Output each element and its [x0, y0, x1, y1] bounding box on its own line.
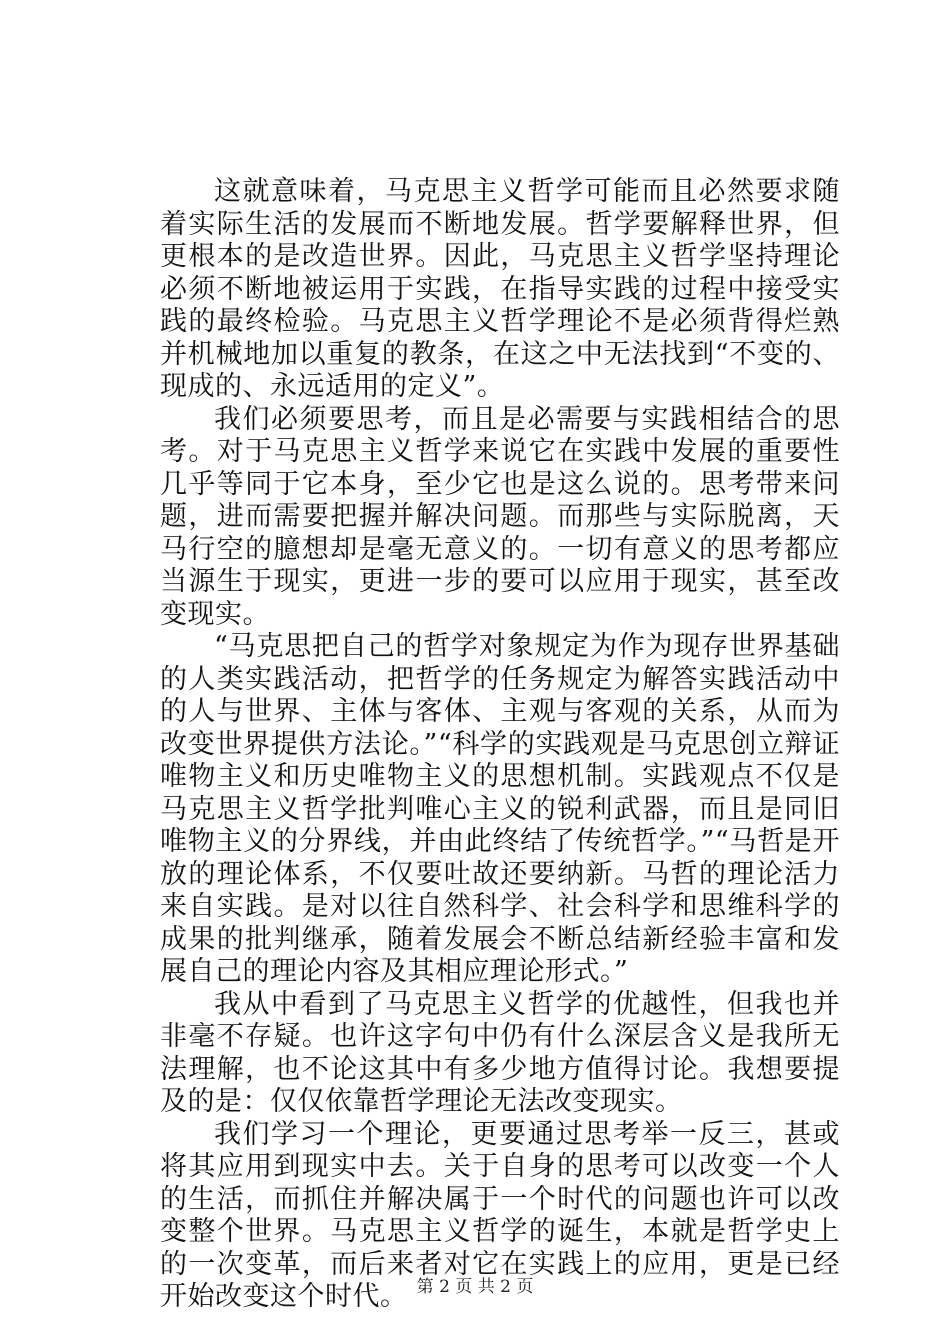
document-body: [160, 176, 840, 1314]
paragraph: “马克思把自己的哲学对象规定为作为现存世界基础的人类实践活动，把哲学的任务规定为解答实践活动中的人与世界、主体与客体、主观与客观的关系，从而为改变世界提供方法论。”“科学的实践观是马克思创立辩证唯物主义和历史唯物主义的思想机制。实践观点不仅是马克思主义哲学批判唯心主义的锐利武器，而且是同旧唯物主义的分界线，并由此终结了传统哲学。”“马哲是开放的理论体系，不仅要吐故还要纳新。马哲的理论活力来自实践。是对以往自然科学、社会科学和思维科学的成果的批判继承，随着发展会不断总结新经验丰富和发展自己的理论内容及其相应理论形式。”: [160, 631, 840, 987]
paragraph: 这就意味着，马克思主义哲学可能而且必然要求随着实际生活的发展而不断地发展。哲学要解释世界，但更根本的是改造世界。因此，马克思主义哲学坚持理论必须不断地被运用于实践，在指导实践的过程中接受实践的最终检验。马克思主义哲学理论不是必须背得烂熟并机械地加以重复的教条，在这之中无法找到“不变的、现成的、永远适用的定义”。: [160, 176, 840, 402]
paragraph: 我从中看到了马克思主义哲学的优越性，但我也并非毫不存疑。也许这字句中仍有什么深层含义是我所无法理解，也不论这其中有多少地方值得讨论。我想要提及的是：仅仅依靠哲学理论无法改变现实。: [160, 988, 840, 1117]
page-number-footer: 第 2 页 共 2 页: [416, 1277, 534, 1297]
paragraph: 我们必须要思考，而且是必需要与实践相结合的思考。对于马克思主义哲学来说它在实践中发展的重要性几乎等同于它本身，至少它也是这么说的。思考带来问题，进而需要把握并解决问题。而那些与实际脱离，天马行空的臆想却是毫无意义的。一切有意义的思考都应当源生于现实，更进一步的要可以应用于现实，甚至改变现实。: [160, 403, 840, 630]
paragraph: 我们学习一个理论，更要通过思考举一反三，甚或将其应用到现实中去。关于自身的思考可以改变一个人的生活，而抓住并解决属于一个时代的问题也许可以改变整个世界。马克思主义哲学的诞生，本就是哲学史上的一次变革，而后来者对它在实践上的应用，更是已经开始改变这个时代。: [160, 1118, 840, 1312]
